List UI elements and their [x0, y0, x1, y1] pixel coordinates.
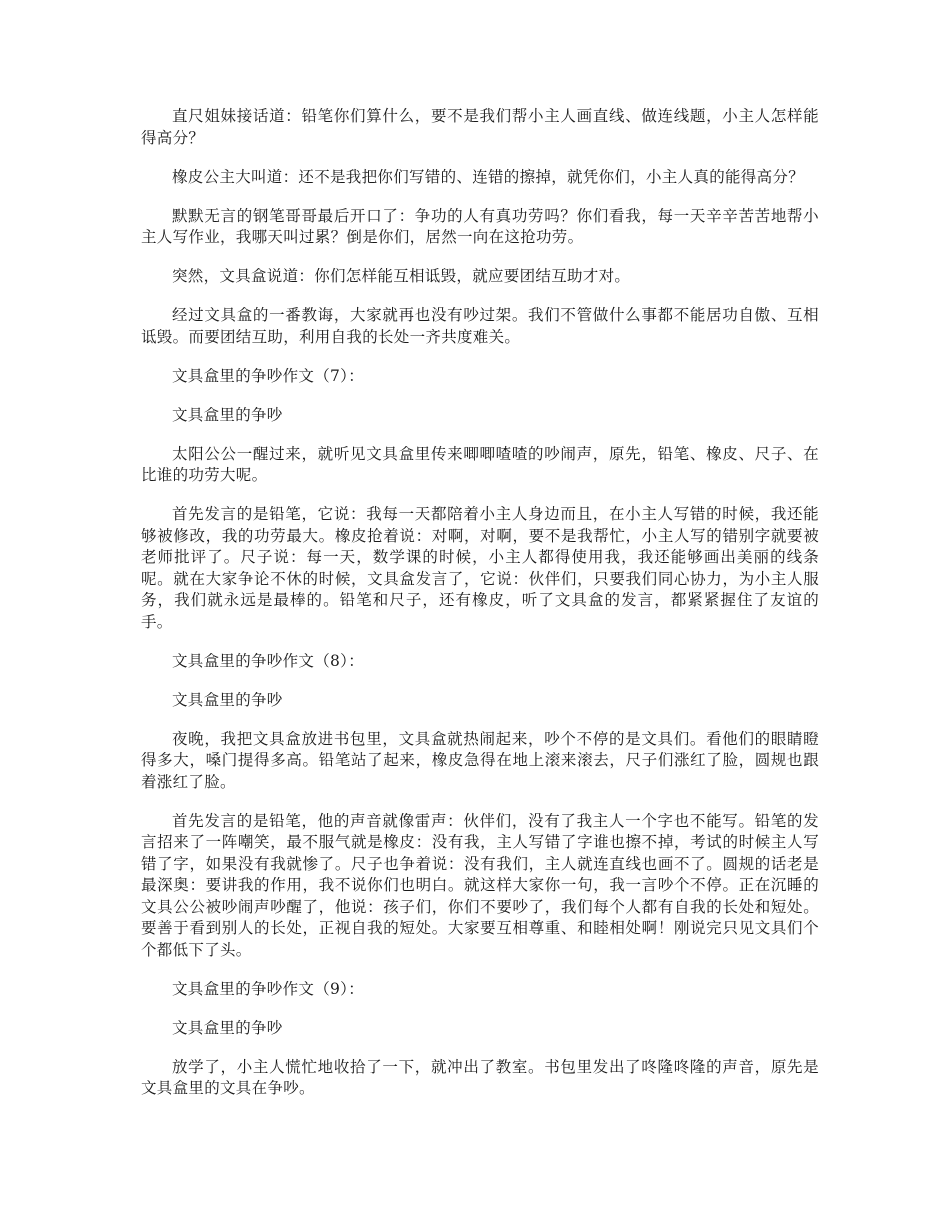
- paragraph: 首先发言的是铅笔，他的声音就像雷声：伙伴们，没有了我主人一个字也不能写。铅笔的发言招来了一阵嘲笑，最不服气就是橡皮：没有我，主人写错了字谁也擦不掉，考试的时候主人写错了字，如果没有我就惨了。尺子也争着说：没有我们，主人就连直线也画不了。圆规的话老是最深奥：要讲我的作用，我不说你们也明白。就这样大家你一句，我一言吵个不停。正在沉睡的文具公公被吵闹声吵醒了，他说：孩子们，你们不要吵了，我们每个人都有自我的长处和短处。要善于看到别人的长处，正视自我的短处。大家要互相尊重、和睦相处啊！刚说完只见文具们个个都低下了头。: [141, 811, 819, 959]
- paragraph: 突然，文具盒说道：你们怎样能互相诋毁，就应要团结互助才对。: [172, 267, 631, 285]
- section-heading: 文具盒里的争吵作文（8）：: [172, 651, 365, 670]
- paragraph: 经过文具盒的一番教诲，大家就再也没有吵过架。我们不管做什么事都不能居功自傲、互相诋毁。而要团结互助，利用自我的长处一齐共度难关。: [141, 306, 819, 346]
- essay-title: 文具盒里的争吵: [172, 690, 283, 709]
- paragraph: 放学了，小主人慌忙地收拾了一下，就冲出了教室。书包里发出了咚隆咚隆的声音，原先是文具盒里的文具在争吵。: [141, 1057, 819, 1097]
- essay-title: 文具盒里的争吵: [172, 1018, 283, 1037]
- paragraph: 默默无言的钢笔哥哥最后开口了：争功的人有真功劳吗？你们看我，每一天辛辛苦苦地帮小主人写作业，我哪天叫过累？倒是你们，居然一向在这抢功劳。: [141, 206, 819, 246]
- paragraph: 太阳公公一醒过来，就听见文具盒里传来唧唧喳喳的吵闹声，原先，铅笔、橡皮、尺子、在比谁的功劳大呢。: [141, 444, 819, 484]
- paragraph: 首先发言的是铅笔，它说：我每一天都陪着小主人身边而且，在小主人写错的时候，我还能够被修改，我的功劳最大。橡皮抢着说：对啊，对啊，要不是我帮忙，小主人写的错别字就要被老师批评了。尺子说：每一天，数学课的时候，小主人都得使用我，我还能够画出美丽的线条呢。就在大家争论不休的时候，文具盒发言了，它说：伙伴们，只要我们同心协力，为小主人服务，我们就永远是最棒的。铅笔和尺子，还有橡皮，听了文具盒的发言，都紧紧握住了友谊的手。: [141, 505, 819, 631]
- paragraph: 直尺姐妹接话道：铅笔你们算什么，要不是我们帮小主人画直线、做连线题，小主人怎样能得高分？: [141, 107, 819, 147]
- section-heading: 文具盒里的争吵作文（7）：: [172, 366, 365, 385]
- document-body: [141, 106, 819, 1117]
- paragraph: 夜晚，我把文具盒放进书包里，文具盒就热闹起来，吵个不停的是文具们。看他们的眼睛瞪得多大，嗓门提得多高。铅笔站了起来，橡皮急得在地上滚来滚去，尺子们涨红了脸，圆规也跟着涨红了脸。: [141, 729, 819, 791]
- essay-title: 文具盒里的争吵: [172, 405, 283, 424]
- paragraph: 橡皮公主大叫道：还不是我把你们写错的、连错的擦掉，就凭你们，小主人真的能得高分？: [172, 167, 805, 186]
- section-heading: 文具盒里的争吵作文（9）：: [172, 979, 365, 998]
